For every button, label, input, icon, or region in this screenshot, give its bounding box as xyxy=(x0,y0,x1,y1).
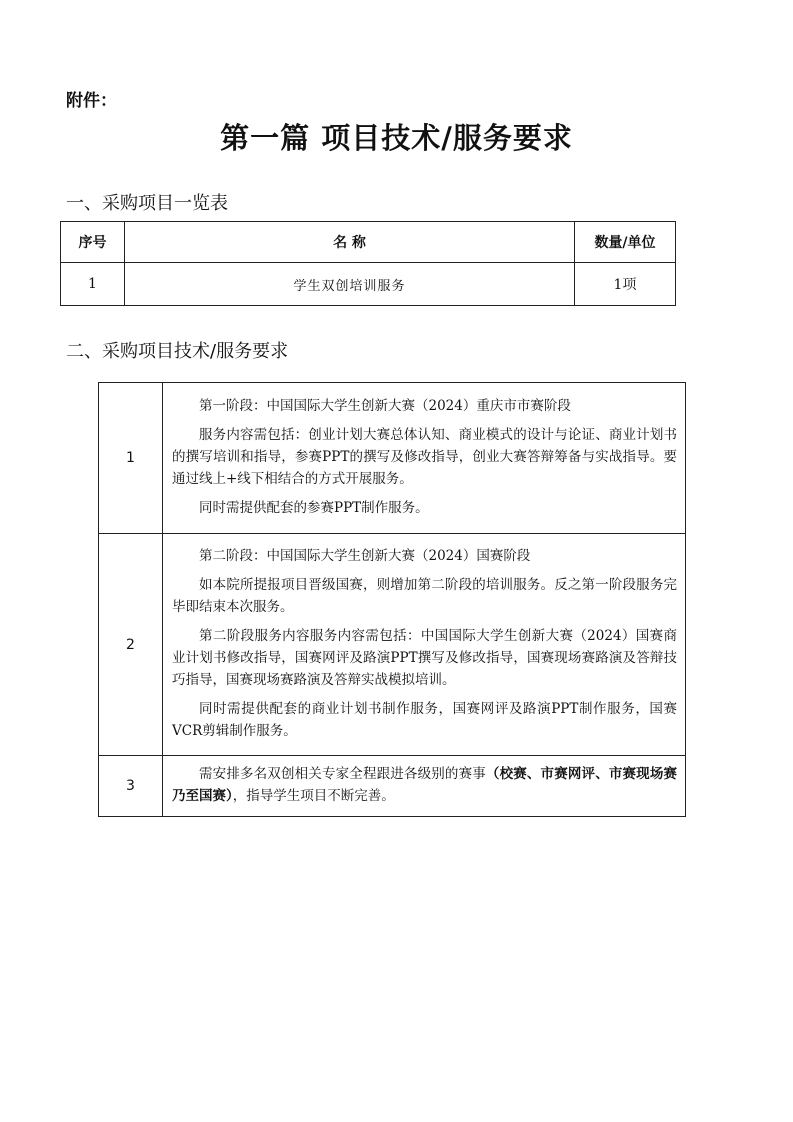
header-quantity-unit: 数量/单位 xyxy=(575,222,676,263)
requirement-paragraph xyxy=(172,763,677,807)
section-heading-technical-requirements: 二、采购项目技术/服务要求 xyxy=(66,341,289,362)
requirement-content xyxy=(163,534,686,756)
requirement-emphasis: （校赛、市赛网评、市赛现场赛乃至国赛） xyxy=(172,766,678,804)
row-number: 3 xyxy=(99,756,163,817)
requirement-paragraph: 同时需提供配套的商业计划书制作服务，国赛网评及路演PPT制作服务，国赛VCR剪辑制作服务。 xyxy=(172,701,677,739)
requirement-paragraph: 服务内容需包括：创业计划大赛总体认知、商业模式的设计与论证、商业计划书的撰写培训和指导，参赛PPT的撰写及修改指导，创业大赛答辩筹备与实战指导。要通过线上+线下相结合的方式开展服务。 xyxy=(172,427,677,487)
requirement-content xyxy=(163,383,686,534)
header-serial-number: 序号 xyxy=(61,222,125,263)
table-row xyxy=(99,756,686,817)
requirement-paragraph: 第一阶段：中国国际大学生创新大赛（2024）重庆市市赛阶段 xyxy=(199,398,571,414)
row-number: 2 xyxy=(99,534,163,756)
cell-quantity: 1项 xyxy=(575,263,676,306)
requirement-paragraph: 如本院所提报项目晋级国赛，则增加第二阶段的培训服务。反之第一阶段服务完毕即结束本次服务。 xyxy=(172,577,677,615)
requirement-paragraph: 同时需提供配套的参赛PPT制作服务。 xyxy=(199,500,429,516)
requirement-text: 需安排多名双创相关专家全程跟进各级别的赛事 xyxy=(199,766,486,782)
row-number: 1 xyxy=(99,383,163,534)
procurement-items-table xyxy=(60,221,676,306)
attachment-label: 附件： xyxy=(66,91,117,111)
requirements-table xyxy=(98,382,686,817)
cell-item-name: 学生双创培训服务 xyxy=(125,263,575,306)
requirement-text: ，指导学生项目不断完善。 xyxy=(232,788,395,804)
section-heading-procurement-list: 一、采购项目一览表 xyxy=(66,193,228,214)
requirement-paragraph: 第二阶段：中国国际大学生创新大赛（2024）国赛阶段 xyxy=(199,548,531,564)
document-title: 第一篇 项目技术/服务要求 xyxy=(220,121,573,155)
requirement-content xyxy=(163,756,686,817)
header-name: 名 称 xyxy=(125,222,575,263)
table-row xyxy=(61,263,676,306)
requirement-paragraph: 第二阶段服务内容服务内容需包括：中国国际大学生创新大赛（2024）国赛商业计划书修改指导，国赛网评及路演PPT撰写及修改指导，国赛现场赛路演及答辩技巧指导，国赛现场赛路演及答辩实战模拟培训。 xyxy=(172,628,677,688)
cell-serial-number: 1 xyxy=(61,263,125,306)
table-row xyxy=(99,383,686,534)
table-row xyxy=(99,534,686,756)
table-header-row xyxy=(61,222,676,263)
